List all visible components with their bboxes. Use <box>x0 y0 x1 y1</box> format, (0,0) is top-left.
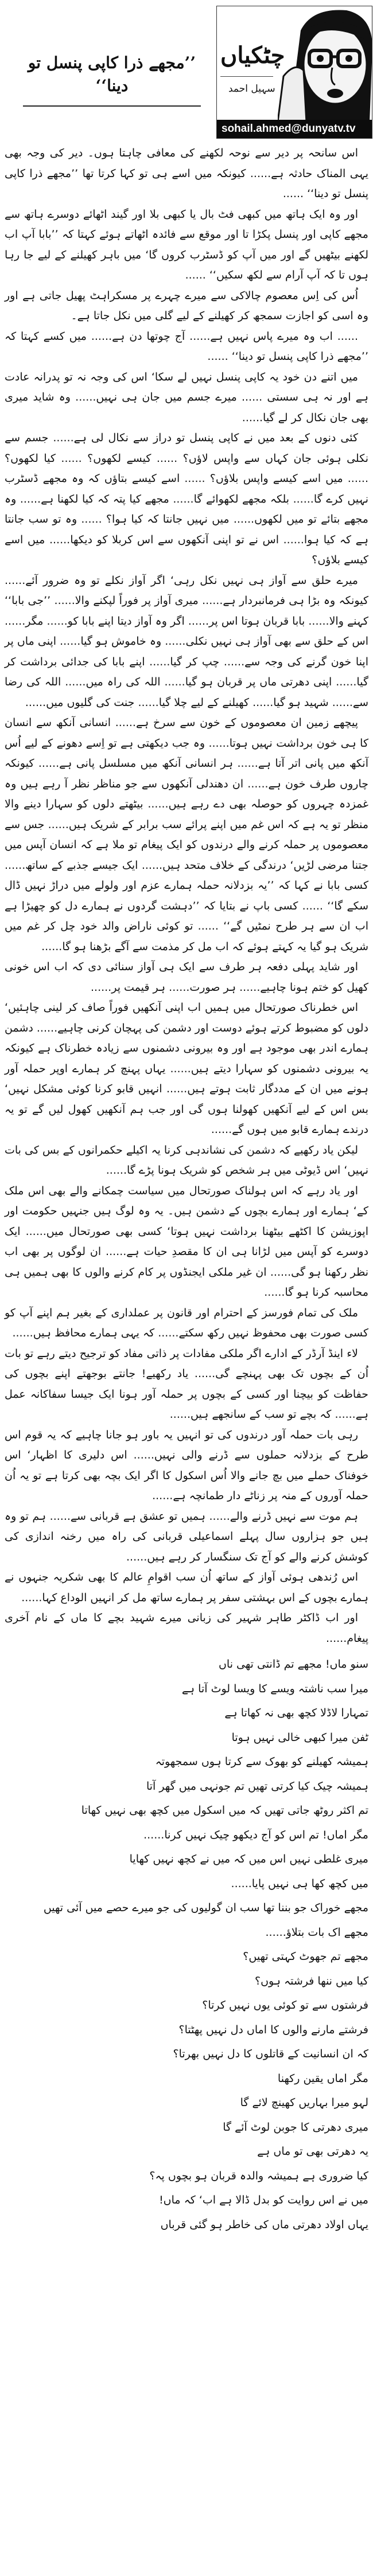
poem-line: میں نے اس روایت کو بدل ڈالا ہے اب‘ کہ ماں! <box>159 2194 368 2206</box>
logo-divider <box>220 76 273 77</box>
poem-line: میں کچھ کھا ہی نہیں پایا...... <box>231 1877 368 1890</box>
poem <box>0 1652 373 2237</box>
poem-line: کہ ان انسانیت کے قاتلوں کا دل نہیں بھرتا؟ <box>173 2048 368 2060</box>
poem-line: فرشتوں سے تو کوئی یوں نہیں کرتا؟ <box>202 1999 368 2012</box>
author-email: sohail.ahmed@dunyatv.tv <box>217 120 372 138</box>
title-underline <box>23 105 201 107</box>
poem-line: میری دھرتی کا جوبن لوٹ آئے گا <box>223 2120 368 2134</box>
poem-line: میری غلطی نہیں اس میں کہ میں نے کچھ نہیں کھایا <box>129 1853 368 1865</box>
poem-line: میرا سب ناشتہ ویسے کا ویسا لوٹ آتا ہے <box>181 1682 368 1695</box>
article-body <box>0 143 373 1649</box>
article-paragraph: اور وہ ایک ہاتھ میں کبھی فٹ بال یا کبھی بلا اور گیند اٹھائے دوسرے ہاتھ سے مجھے کاپی اور پنسل پکڑا تا اور موقع سے فائدہ اٹھاتے ہوئے کہتا کہ ’’بابا آپ اب لکھنے بیٹھیں گے اور میں آپ کو ڈسٹرب کروں گا‘ میں باہر کھیلنے کے لیے جا رہا ہوں تا کہ آپ آرام سے لکھ سکیں‘‘ ...... <box>5 207 368 281</box>
column-title: ’’مجھے ذرا کاپی پنسل تو دینا‘‘ <box>28 53 196 95</box>
column-header <box>0 0 373 143</box>
poem-line: مجھے اک بات بتلاؤ...... <box>265 1926 368 1939</box>
poem-line: یہ دھرتی بھی تو ماں ہے <box>257 2145 368 2158</box>
article-paragraph: میرے حلق سے آواز ہی نہیں نکل رہی‘ اگر آواز نکلے تو وہ ضرور آئے...... کیونکہ وہ بڑا ہی فرمانبردار ہے...... میری آواز پر فوراً لپکنے والا...... ’’جی بابا‘‘ کہنے والا...... بابا قربان ہوتا اس پر...... اگر وہ آواز دیتا اپنے بابا کو...... مگر...... اس کے حلق سے بھی آواز ہی نہیں نکلی...... وہ خاموش ہو گیا...... اپنی ماں پر اپنا خون گرنے کی وجہ سے...... چپ کر گیا...... اپنے بابا کی جدائی برداشت کر گیا...... اپنی دھرتی ماں پر قربان ہو گیا...... اللہ کی راہ میں...... اللہ کی رضا سے...... شہید ہو گیا...... کھیلنے کے لیے چلا گیا...... جنت کی گلیوں میں...... <box>5 574 368 709</box>
article-paragraph: اس رُندھی ہوئی آواز کے ساتھ اُن سب اقوامِ عالم کا بھی شکریہ جنہوں نے ہمارے بچوں کے اس بہشتی سفر پر ہمارے ساتھ مل کر انہیں الوداع کہا...... <box>5 1571 368 1604</box>
article-paragraph: لیکن یاد رکھیے کہ دشمن کی نشاندہی کرنا یہ اکیلے حکمرانوں کے بس کی بات نہیں‘ اس ڈیوٹی میں ہر شخص کو شریک ہونا پڑے گا...... <box>5 1143 368 1177</box>
poem-line: سنو ماں! مجھے تم ڈانتی تھی ناں <box>218 1658 368 1671</box>
poem-line: مجھے تم جھوٹ کہتی تھیں؟ <box>243 1950 368 1963</box>
article-paragraph: اور شاید پہلی دفعہ ہر طرف سے ایک ہی آواز سنائی دی کہ اب اس خونی کھیل کو ختم ہونا چاہیے...... ہر صورت...... ہر قیمت پر...... <box>5 960 368 994</box>
columnist-badge <box>216 6 372 139</box>
poem-line: مجھے خوراک جو بننا تھا سب ان گولیوں کی جو میرے حصے میں آئی تھیں <box>43 1901 368 1914</box>
poem-line: مگر اماں یقین رکھنا <box>277 2072 368 2085</box>
article-paragraph: ...... اب وہ میرے پاس نہیں ہے...... آج چوتھا دن ہے...... میں کسے کہتا کہ ’’مجھے ذرا کاپی پنسل تو دینا‘‘ ...... <box>5 330 368 363</box>
headline <box>23 52 201 107</box>
article-paragraph: لاء اینڈ آرڈر کے ادارے اگر ملکی مفادات پر ذاتی مفاد کو ترجیح دیتے رہے تو بات اُن کے بچوں تک بھی پہنچے گی...... یاد رکھیے! جانتے بوجھتے اپنے بچوں کی حفاظت کو بیچنا اور کسی کے بچوں پر حملہ آور ہونا ایک جیسا سفاکانہ عمل ہے...... کہ بچے تو سب کے سانجھے ہیں...... <box>5 1347 368 1421</box>
poem-line: مگر اماں! تم اس کو آج دیکھو چیک نہیں کرنا...... <box>143 1828 368 1841</box>
poem-line: تمہارا لاڈلا کچھ بھی نہ کھاتا ہے <box>224 1707 368 1719</box>
poem-line: کیا میں ننھا فرشتہ ہوں؟ <box>254 1974 368 1987</box>
poem-line: ہمیشہ کھیلنے کو بھوک سے کرتا ہوں سمجھوتہ <box>155 1755 368 1768</box>
author-name: سہیل احمد <box>228 83 275 95</box>
article-paragraph: کئی دنوں کے بعد میں نے کاپی پنسل تو دراز سے نکال لی ہے...... جسم سے نکلی ہوئی جان کہاں سے واپس لاؤں؟ ...... کیسے لکھوں؟ ...... کیا لکھوں؟ ...... میں اسے کیسے واپس بلاؤں؟ ...... اسے کیسے بتاؤں کہ وہ مجھے ڈسٹرب نہیں کرے گا...... بلکہ مجھے لکھوائے گا...... مجھے کیا پتہ کہ کیا لکھنا ہے...... وہ مجھے بتائے تو میں لکھوں...... میں نہیں جانتا کہ کیا ہوا؟ ...... وہ تو سب جانتا ہے کہ کیا ہوا...... اس نے تو اپنی آنکھوں سے اس کربلا کو دیکھا...... میں اسے کیسے بلاؤں؟ <box>5 432 368 566</box>
article-paragraph: رہی بات حملہ آور درندوں کی تو انہیں یہ باور ہو جانا چاہیے کہ یہ قوم اس طرح کے بزدلانہ حملوں سے ڈرنے والی نہیں...... اس دلیری کا اظہار‘ اس خوفناک حملے میں بچ جانے والا اُس اسکول کا اگر ایک بچہ بھی کرتا ہے تو یہ اُن حملہ آوروں کے منہ پر زناٹے دار طمانچہ ہے...... <box>5 1428 368 1502</box>
article-paragraph: ہم موت سے نہیں ڈرنے والے...... ہمیں تو عشق ہے قربانی سے...... ہم تو وہ ہیں جو ہزاروں سال پہلے اسماعیلی قربانی کی راہ میں رخنہ اندازی کی کوشش کرنے والے کو آج تک سنگسار کر رہے ہیں...... <box>5 1509 368 1563</box>
poem-line: فرشتے مارنے والوں کا اماں دل نہیں پھٹتا؟ <box>178 2023 368 2036</box>
poem-line: یہاں اولاد دھرتی ماں کی خاطر ہو گئی قرباں <box>160 2218 368 2231</box>
article-paragraph: اور یاد رہے کہ اس ہولناک صورتحال میں سیاست چمکانے والے بھی اس ملک کے‘ ہمارے اور ہمارے بچوں کے دشمن ہیں۔ یہ وہ لوگ ہیں جنہیں حکومت اور اپوزیشن کا اکٹھے بیٹھنا برداشت نہیں ہوتا‘ کسی بھی صورتحال میں...... ایک دوسرے کو آپس میں لڑانا ہی ان کا مقصدِ حیات ہے...... ان لوگوں پر بھی اب نظر رکھنا ہو گی...... ان غیر ملکی ایجنڈوں پر کام کرنے والوں کا بھی ہمیں ہی محاسبہ کرنا ہو گا...... <box>5 1184 368 1299</box>
columnist-portrait-icon <box>278 7 372 122</box>
article-paragraph: اور اب ڈاکٹر طاہر شہیر کی زبانی میرے شہید بچے کا ماں کے نام آخری پیغام...... <box>5 1612 368 1645</box>
article-paragraph: میں اتنے دن خود یہ کاپی پنسل نہیں لے سکا‘ اس کی وجہ نہ تو پدرانہ عادت ہے اور نہ ہی سستی ...... میرے جسم میں جان ہی نہیں...... وہ شاید میری بھی جان نکال کر لے گیا...... <box>5 370 368 424</box>
poem-line: کیا ضروری ہے ہمیشہ والدہ قربان ہو بچوں پہ؟ <box>149 2169 368 2182</box>
article-paragraph: پیچھے زمین ان معصوموں کے خون سے سرخ ہے...... انسانی آنکھ سے انسان کا ہی خون برداشت نہیں ہوتا...... وہ جب دیکھتی ہے تو اِسے دھونے کے لیے اُس آنکھ میں پانی اتر آتا ہے...... ہر انسانی آنکھ میں مسلسل پانی ہے...... کیونکہ چاروں طرف خون ہے...... ان دھندلی آنکھوں سے جو مناظر نظر آ رہے ہیں وہ غمزدہ چہروں کو حوصلہ بھی دے رہے ہیں...... بیٹھتے دلوں کو سہارا دینے والا منظر تو یہ ہے کہ اس غم میں اپنے پرائے سب برابر کے شریک ہیں...... جس سے معصوموں پر حملہ کرنے والے درندوں کو ایک پیغام تو ملا ہے کہ انسان آپس میں جتنا مرضی لڑیں‘ درندگی کے خلاف متحد ہیں...... ایک جیسے جذبے کے ساتھ...... کسی بابا نے کہا کہ ’’یہ بزدلانہ حملہ ہمارے عزم اور ولولے میں دراڑ نہیں ڈال سکے گا‘‘ ...... کسی باپ نے بتایا کہ ’’دہشت گردوں نے ہمارے دل کو چھیڑا ہے اب ان سے ہر طرح نمٹیں گے‘‘ ...... تو کوئی ناراض والد خود چل کر غم میں شریک ہو گیا یہ کہتے ہوئے کہ اب مل کر مذمت سے آگے بڑھنا ہو گا...... <box>5 716 368 953</box>
article-paragraph: اس خطرناک صورتحال میں ہمیں اب اپنی آنکھیں فوراً صاف کر لینی چاہئیں‘ دلوں کو مضبوط کرتے ہوئے دوست اور دشمن کی پہچان کرنی چاہیے...... دشمن ہمارے اندر بھی موجود ہے اور وہ بیرونی دشمنوں سے زیادہ خطرناک ہے کیونکہ یہ بیرونی دشمنوں کو سہارا دیتے ہیں...... یہاں پہنچ کر ہمارے اوپر حملہ آور ہونے میں ان کے مددگار ثابت ہوتے ہیں...... انہیں قابو کرنا کوئی مشکل نہیں‘ بس اس کے لیے آنکھیں کھولنا ہوں گی اور جب ہم آنکھیں کھول لیں گے تو یہ درندے ہمارے قابو میں ہوں گے...... <box>5 1001 368 1136</box>
poem-line: تم اکثر روٹھ جاتی تھیں کہ میں اسکول میں کچھ بھی نہیں کھاتا <box>81 1804 368 1817</box>
article-paragraph: ملک کی تمام فورسز کے احترام اور قانون پر عملداری کے بغیر ہم اپنے آپ کو کسی صورت بھی محفوظ نہیں رکھ سکتے...... کہ یہی ہمارے محافظ ہیں...... <box>5 1306 368 1339</box>
poem-line: لہو میرا بہاریں کھینچ لائے گا <box>240 2096 368 2109</box>
article-paragraph: اُس کی اِس معصوم چالاکی سے میرے چہرے پر مسکراہٹ پھیل جاتی ہے اور وہ اسی کو اجازت سمجھ کر کھیلنے کے لیے گلی میں نکل جاتا ہے۔ <box>5 289 368 322</box>
article-paragraph: اس سانحہ پر دیر سے نوحہ لکھنے کی معافی چاہتا ہوں۔ دیر کی وجہ بھی یہی المناک حادثہ ہے...... کیونکہ میں اسے ہی تو کہا کرتا تھا ’’مجھے ذرا کاپی پنسل تو دینا‘‘ ...... <box>5 147 368 200</box>
poem-line: ہمیشہ چیک کیا کرتی تھیں تم جونہی میں گھر آتا <box>146 1779 368 1793</box>
poem-line: ٹفن میرا کبھی خالی نہیں ہوتا <box>231 1731 368 1744</box>
column-logo: چٹکیاں <box>220 42 285 69</box>
